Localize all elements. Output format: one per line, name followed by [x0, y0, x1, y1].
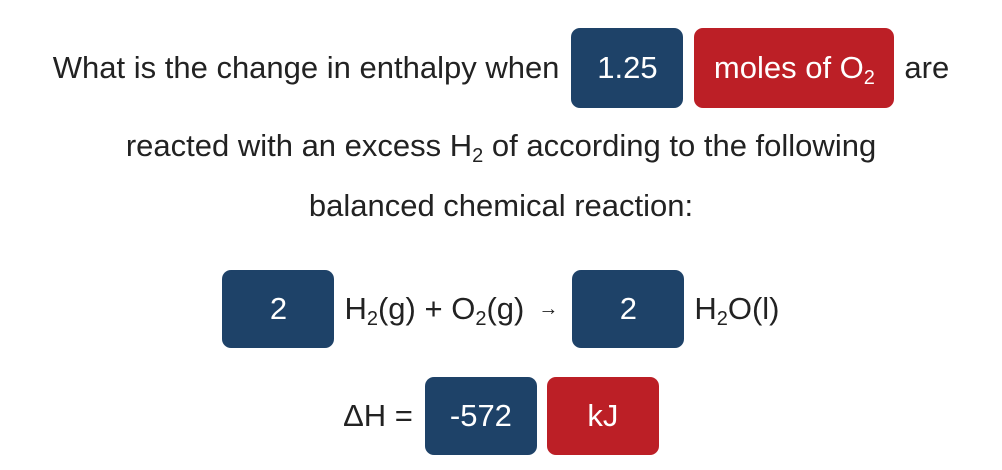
question-text-2: reacted with an excess $H_2$ of according to the following [125, 128, 877, 167]
enthalpy-value: -572 [449, 398, 512, 433]
coefficient-h2-field[interactable] [222, 270, 334, 348]
enthalpy-line [0, 377, 1002, 455]
reaction-arrow-icon: → [538, 297, 559, 320]
question-text-1: What is the change in enthalpy when [52, 50, 560, 85]
moles-value-field[interactable] [571, 28, 683, 108]
coefficient-h2o-value: 2 [619, 291, 637, 326]
product-text: $H_2O(l)$ [694, 291, 780, 330]
moles-unit-text: moles of $O_2$ [713, 50, 875, 89]
question-text-3: balanced chemical reaction: [308, 188, 694, 223]
enthalpy-label: ΔH = [343, 398, 413, 433]
reactants-text: $H_2(g) + O_2(g)$ [344, 291, 525, 330]
enthalpy-unit-select[interactable] [547, 377, 659, 455]
enthalpy-unit: kJ [587, 398, 619, 433]
enthalpy-value-field[interactable] [425, 377, 537, 455]
question-text-are: are [904, 50, 950, 85]
chemical-equation [0, 270, 1002, 348]
moles-unit-select[interactable] [694, 28, 894, 108]
coefficient-h2-value: 2 [269, 291, 288, 326]
question-line-3 [0, 182, 1002, 230]
question-line-2 [0, 122, 1002, 170]
moles-value: 1.25 [597, 50, 658, 85]
question-line-1 [0, 28, 1002, 108]
coefficient-h2o-field[interactable] [572, 270, 684, 348]
